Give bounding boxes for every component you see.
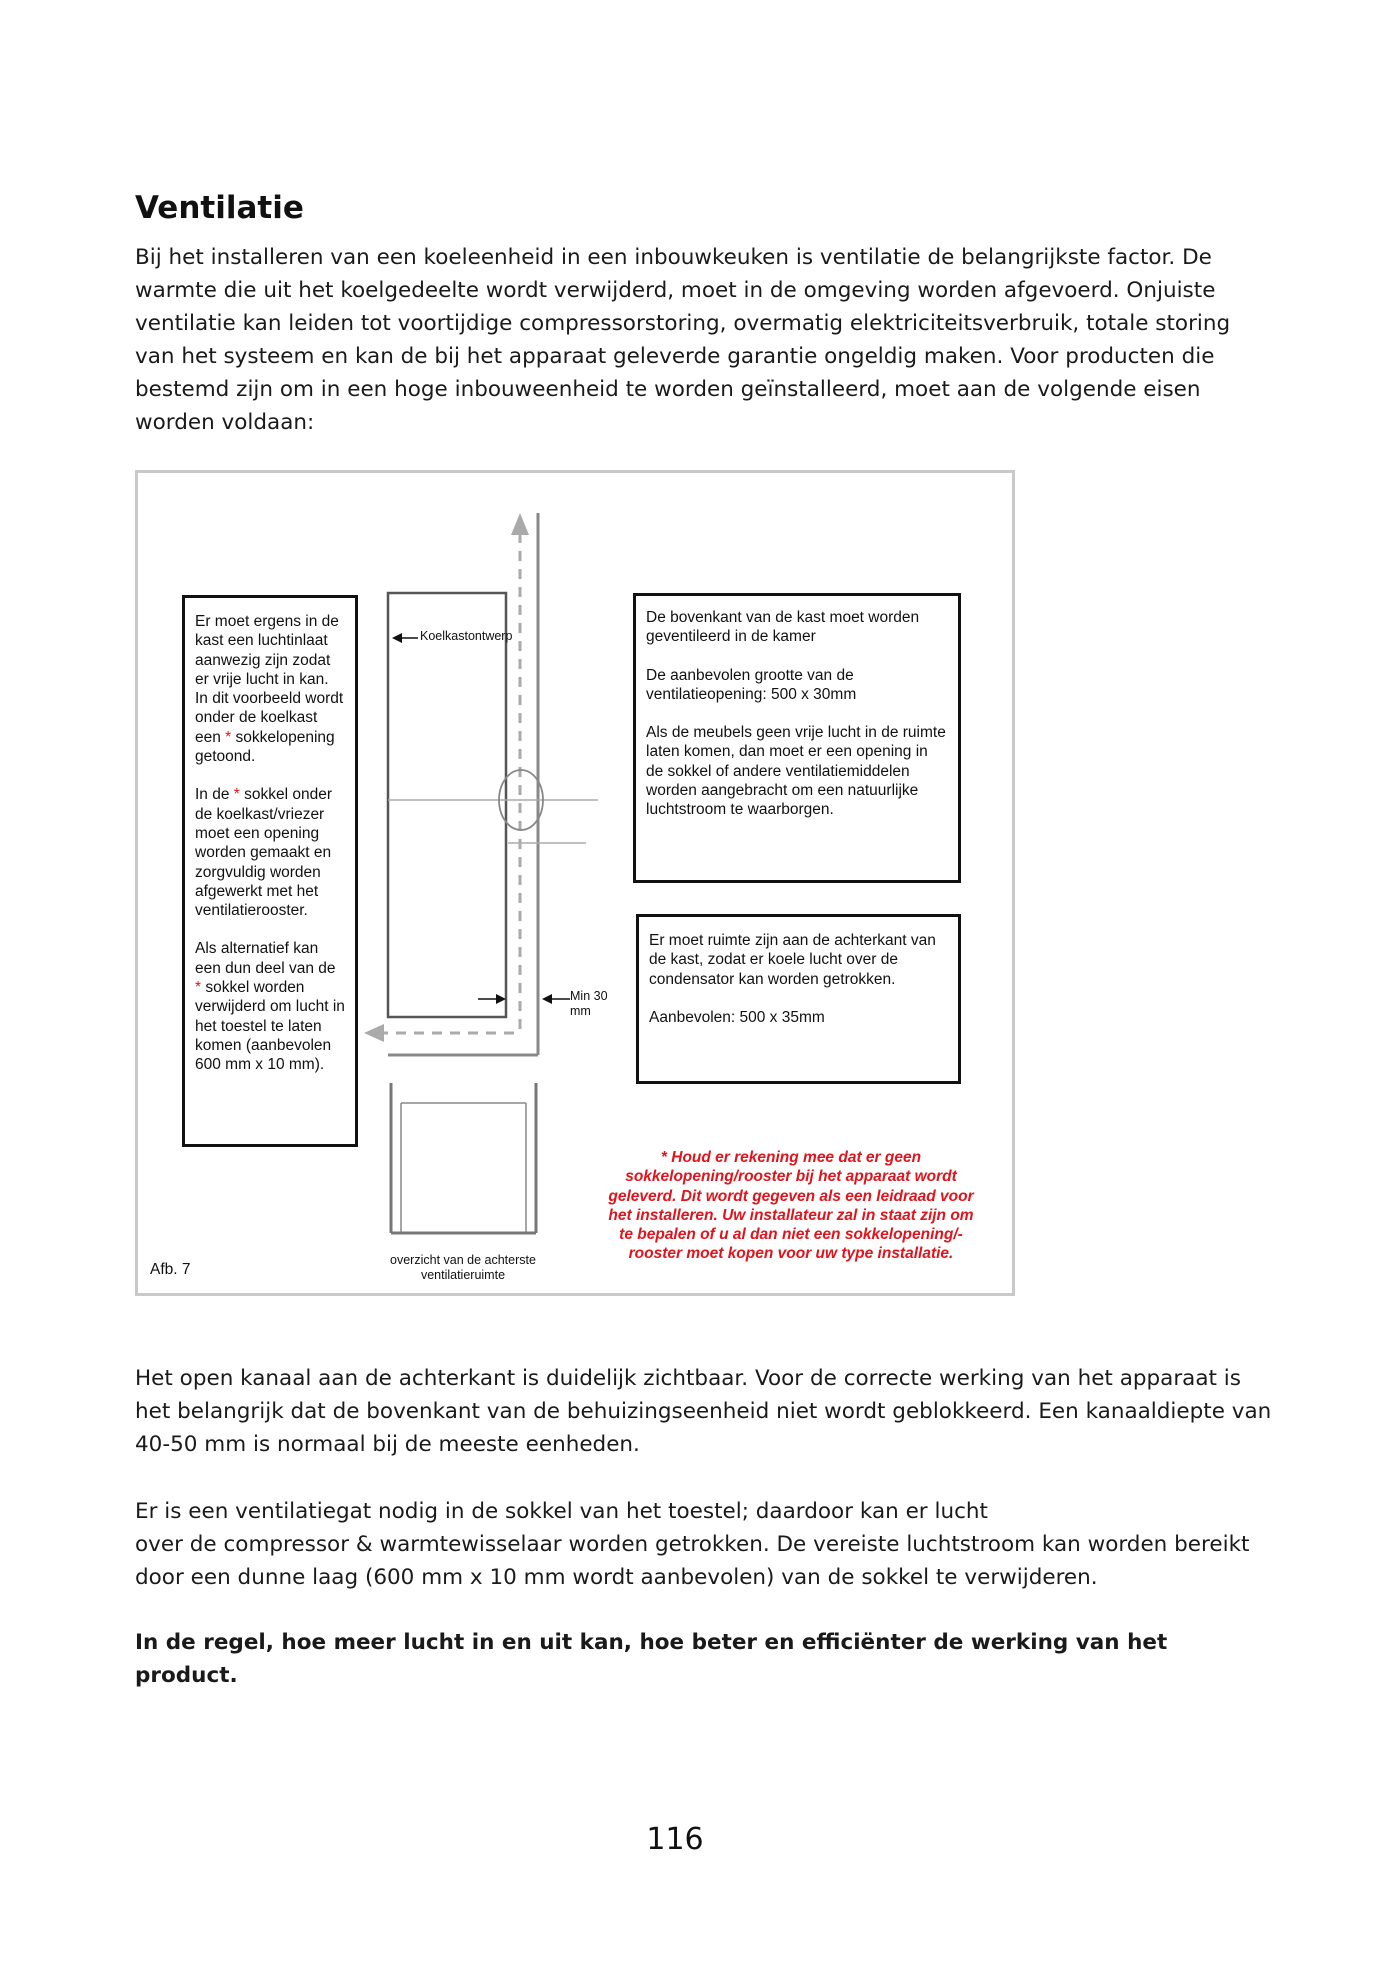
section-heading: Ventilatie xyxy=(135,190,304,226)
gap-arrow-right-icon xyxy=(496,994,506,1004)
min-gap-label: Min 30 mm xyxy=(570,989,608,1018)
page-number: 116 xyxy=(646,1822,704,1857)
rear-space-info-box: Er moet ruimte zijn aan de achterkant van de kast, zodat er koele lucht over de condensator kan worden getrokken. Aanbevolen: 500 x 35mm xyxy=(636,914,961,1084)
air-inlet-paragraph-1: Er moet ergens in de kast een luchtinlaat aanwezig zijn zodat er vrije lucht in kan. In dit voorbeeld wordt onder de koelkast een * sokkelopening getoond. xyxy=(195,613,344,766)
overview-label: overzicht van de achterste ventilatieruimte xyxy=(390,1253,536,1282)
airflow-left-arrow-icon xyxy=(364,1024,384,1042)
top-ventilation-info-box: De bovenkant van de kast moet worden geventileerd in de kamer De aanbevolen grootte van de ventilatieopening: 500 x 30mm Als de meubels geen vrije lucht in de ruimte laten komen, dan moet er een opening in de sokkel of andere ventilatiemiddelen worden aangebracht om een natuurlijke luchtstroom te waarborgen. xyxy=(633,593,961,883)
cabinet-design-label: Koelkastontwerp xyxy=(420,629,513,643)
figure-caption: Afb. 7 xyxy=(150,1261,191,1278)
gap-arrow-left-icon xyxy=(542,994,552,1004)
channel-paragraph: Het open kanaal aan de achterkant is duidelijk zichtbaar. Voor de correcte werking van het apparaat is het belangrijk dat de bovenkant van de behuizingseenheid niet wordt geblokkeerd. Een kanaaldiepte van 40-50 mm is normaal bij de meeste eenheden. xyxy=(135,1366,1272,1457)
plinth-paragraph: Er is een ventilatiegat nodig in de sokkel van het toestel; daardoor kan er lucht over de compressor & warmtewisselaar worden getrokken. De vereiste luchtstroom kan worden bereikt door een dunne laag (600 mm x 10 mm wordt aanbevolen) van de sokkel te verwijderen. xyxy=(135,1499,1250,1590)
airflow-up-arrow-icon xyxy=(511,513,529,535)
intro-paragraph: Bij het installeren van een koeleenheid in een inbouwkeuken is ventilatie de belangrijkste factor. De warmte die uit het koelgedeelte wordt verwijderd, moet in de omgeving worden afgevoerd. Onjuiste ventilatie kan leiden tot voortijdige compressorstoring, overmatig elektriciteitsverbruik, totale storing van het systeem en kan de bij het apparaat geleverde garantie ongeldig maken. Voor producten die bestemd zijn om in een hoge inbouweenheid te worden geïnstalleerd, moet aan de volgende eisen worden voldaan: xyxy=(135,245,1231,435)
ventilation-figure xyxy=(135,470,1015,1296)
appliance-outline xyxy=(388,593,506,1017)
air-inlet-paragraph-2: In de * sokkel onder de koelkast/vriezer moet een opening worden gemaakt en zorgvuldig worden afgewerkt met het ventilatierooster. xyxy=(195,786,333,920)
cabinet-label-arrow-icon xyxy=(392,633,402,643)
air-inlet-paragraph-3: Als alternatief kan een dun deel van de * sokkel worden verwijderd om lucht in het toestel te laten komen (aanbevolen 600 mm x 10 mm). xyxy=(195,940,345,1074)
air-inlet-info-box xyxy=(182,595,358,1147)
installation-note: * Houd er rekening mee dat er geen sokkelopening/rooster bij het apparaat wordt geleverd. Dit wordt gegeven als een leidraad voor het installeren. Uw installateur zal in staat zijn om te bepalen of u al dan niet een sokkelopening/-rooster moet kopen voor uw type installatie. xyxy=(608,1149,974,1263)
conclusion-line: In de regel, hoe meer lucht in en uit kan, hoe beter en efficiënter de werking van het product. xyxy=(135,1630,1168,1688)
